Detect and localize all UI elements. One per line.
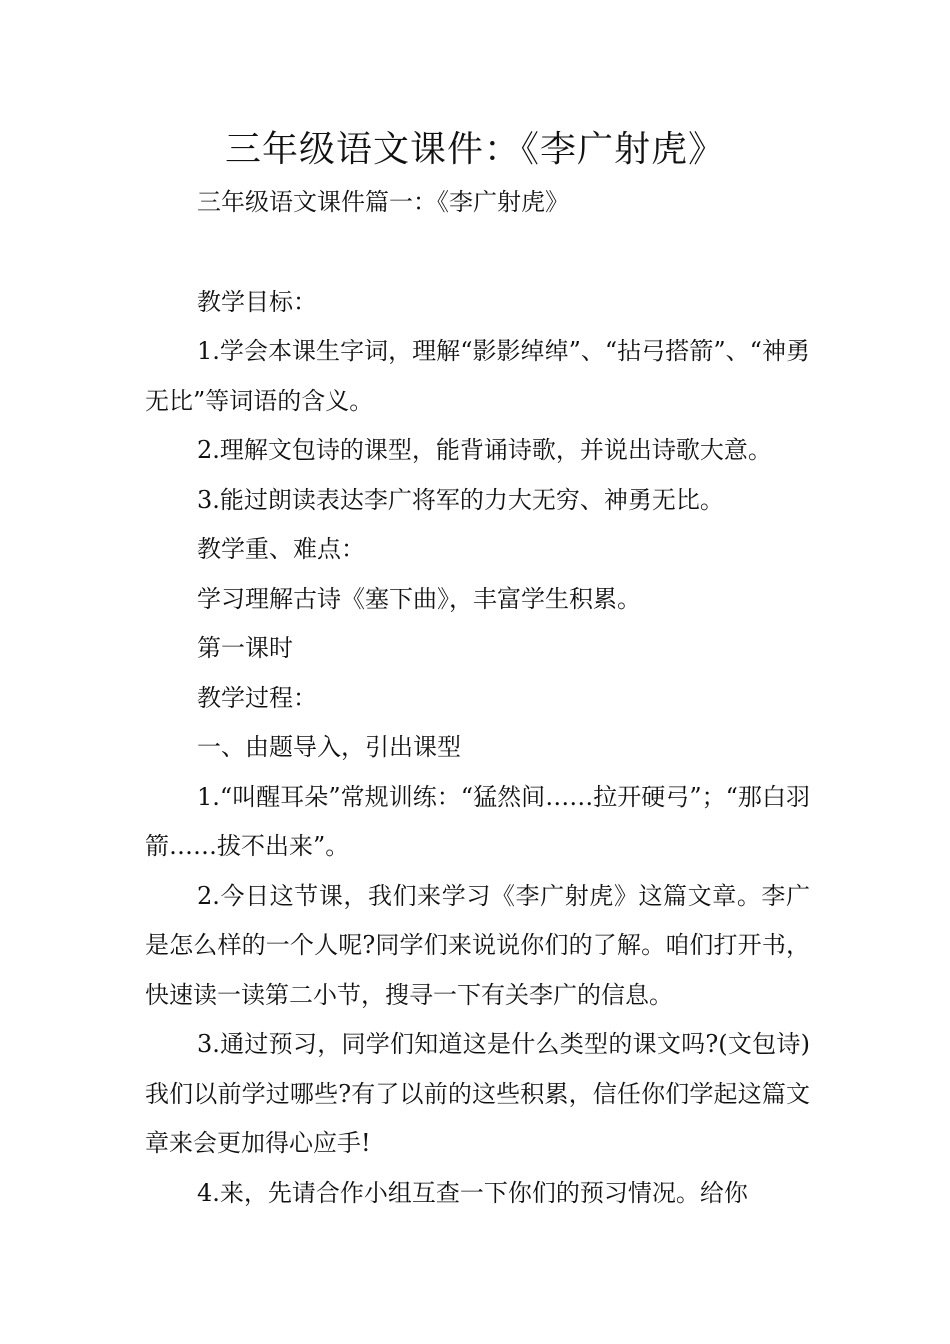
paragraph-step-4: 4.来，先请合作小组互查一下你们的预习情况。给你 (197, 1178, 748, 1207)
paragraph-objectives-heading: 教学目标： (197, 287, 317, 316)
paragraph-objective-1: 1.学会本课生字词，理解“影影绰绰”、“拈弓搭箭”、“神勇无比”等词语的含义。 (145, 337, 810, 415)
paragraph-key-points-heading: 教学重、难点： (197, 535, 365, 563)
paragraph-step-2: 2.今日这节课，我们来学习《李广射虎》这篇文章。李广是怎么样的一个人呢?同学们来说说你们的了解。咱们打开书，快速读一读第二小节，搜寻一下有关李广的信息。 (145, 881, 810, 1009)
paragraph-objective-2: 2.理解文包诗的课型，能背诵诗歌，并说出诗歌大意。 (197, 436, 772, 464)
paragraph-key-points: 学习理解古诗《塞下曲》，丰富学生积累。 (197, 584, 641, 613)
paragraph-section-1: 一、由题导入，引出课型 (197, 733, 461, 761)
paragraph-objective-3: 3.能过朗读表达李广将军的力大无穷、神勇无比。 (197, 485, 724, 514)
document-body (145, 178, 810, 1218)
document-title: 三年级语文课件：《李广射虎》 (224, 129, 725, 170)
blank-line (145, 228, 810, 278)
paragraph-step-1: 1.“叫醒耳朵”常规训练：“猛然间……拉开硬弓”；“那白羽箭……拔不出来”。 (145, 782, 810, 860)
paragraph-process-heading: 教学过程： (197, 683, 317, 712)
paragraph-first-lesson: 第一课时 (197, 634, 293, 662)
subtitle-paragraph: 三年级语文课件篇一：《李广射虎》 (197, 188, 569, 216)
paragraph-step-3: 3.通过预习，同学们知道这是什么类型的课文吗?(文包诗)我们以前学过哪些?有了以前的这些积累，信任你们学起这篇文章来会更加得心应手! (145, 1030, 810, 1157)
